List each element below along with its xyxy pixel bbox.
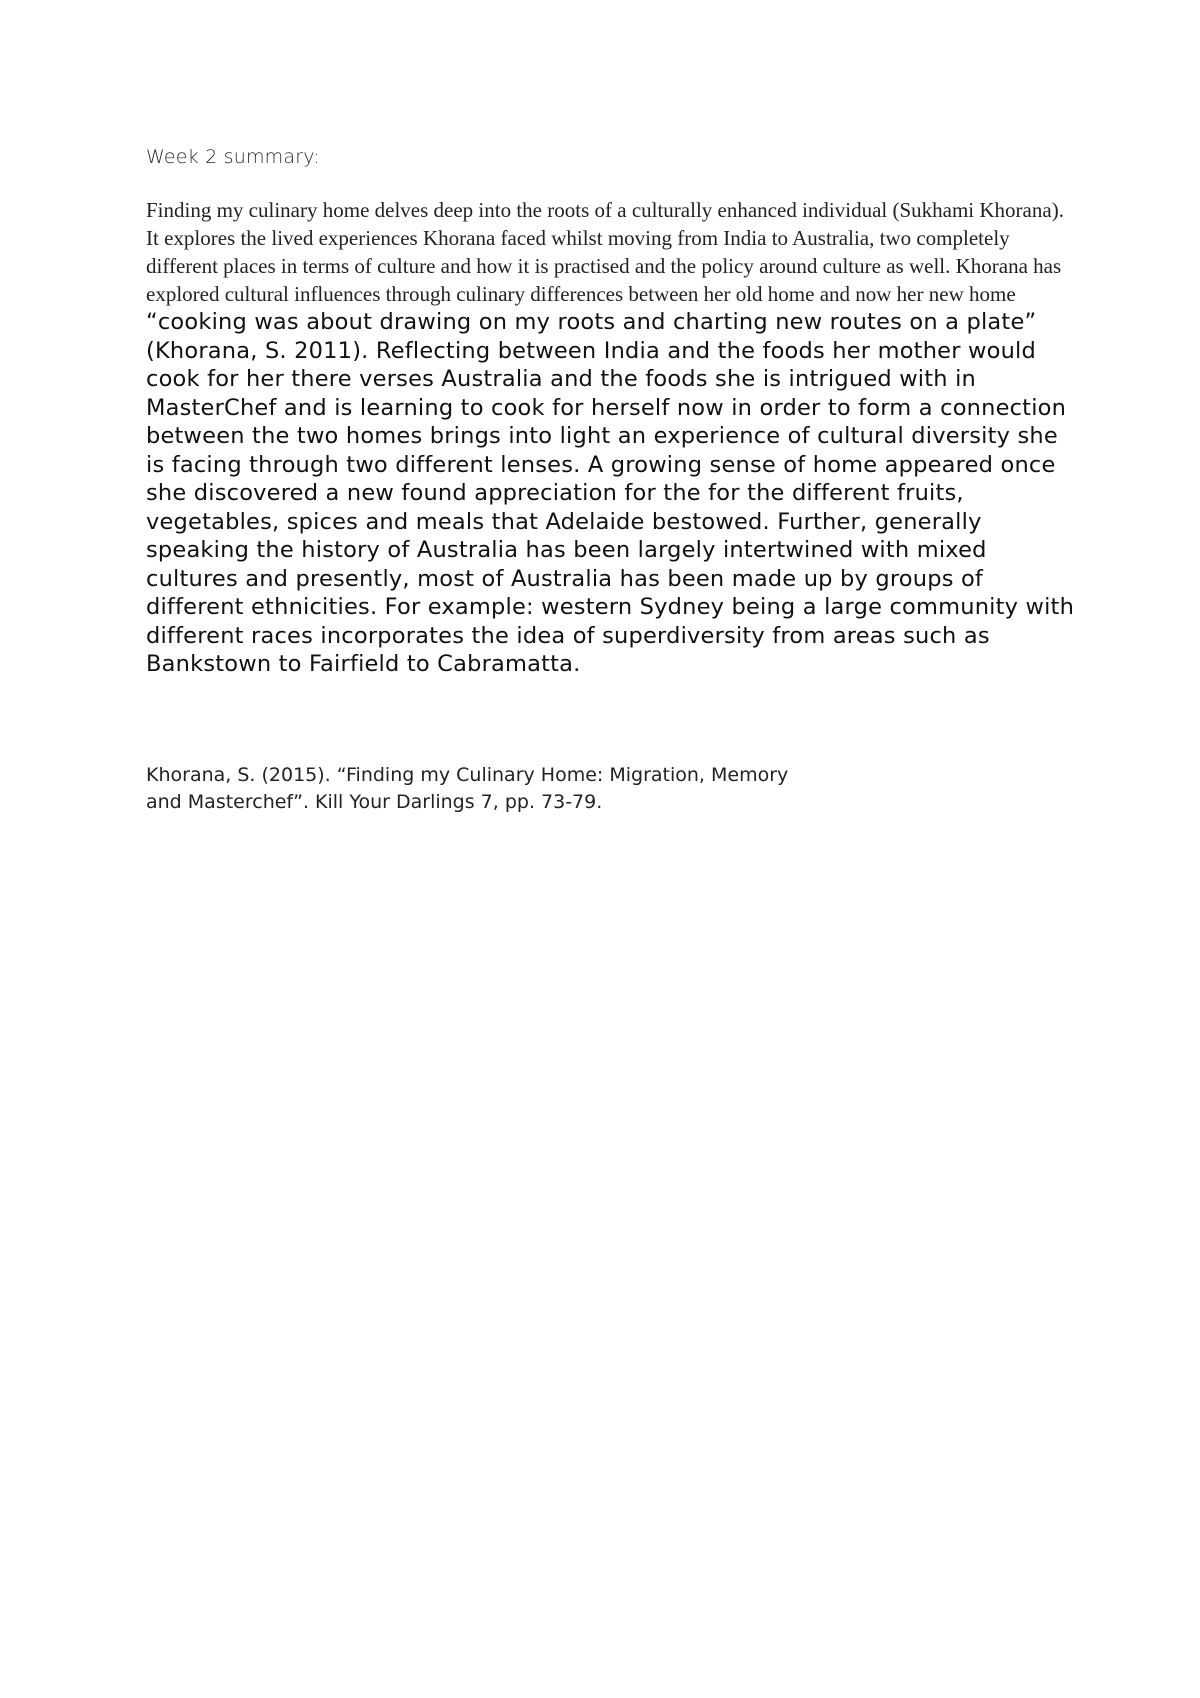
reference-line-1: Khorana, S. (2015). “Finding my Culinary Home: Migration, Memory <box>146 764 789 786</box>
reference-citation <box>146 762 1046 816</box>
summary-paragraph <box>146 196 1076 679</box>
paragraph-serif-segment: Finding my culinary home delves deep into the roots of a culturally enhanced individual (Sukhami Khorana). It explores the lived experiences Khorana faced whilst moving from India to Australia, two completely different places in terms of culture and how it is practised and the policy around culture as well. Khorana has explored cultural influences through culinary differences between her old home and now her new home <box>146 198 1064 306</box>
summary-heading: Week 2 summary: <box>146 146 320 168</box>
paragraph-sans-segment: “cooking was about drawing on my roots and charting new routes on a plate” (Khorana, S. 2011). Reflecting between India and the foods her mother would cook for her there verses Australia and the foods she is intrigued with in MasterChef and is learning to cook for herself now in order to form a connection between the two homes brings into light an experience of cultural diversity she is facing through two different lenses. A growing sense of home appeared once she discovered a new found appreciation for the for the different fruits, vegetables, spices and meals that Adelaide bestowed. Further, generally speaking the history of Australia has been largely intertwined with mixed cultures and presently, most of Australia has been made up by groups of different ethnicities. For example: western Sydney being a large community with different races incorporates the idea of superdiversity from areas such as Bankstown to Fairfield to Cabramatta. <box>146 309 1075 677</box>
reference-line-2: and Masterchef”. Kill Your Darlings 7, pp. 73-79. <box>146 791 603 813</box>
